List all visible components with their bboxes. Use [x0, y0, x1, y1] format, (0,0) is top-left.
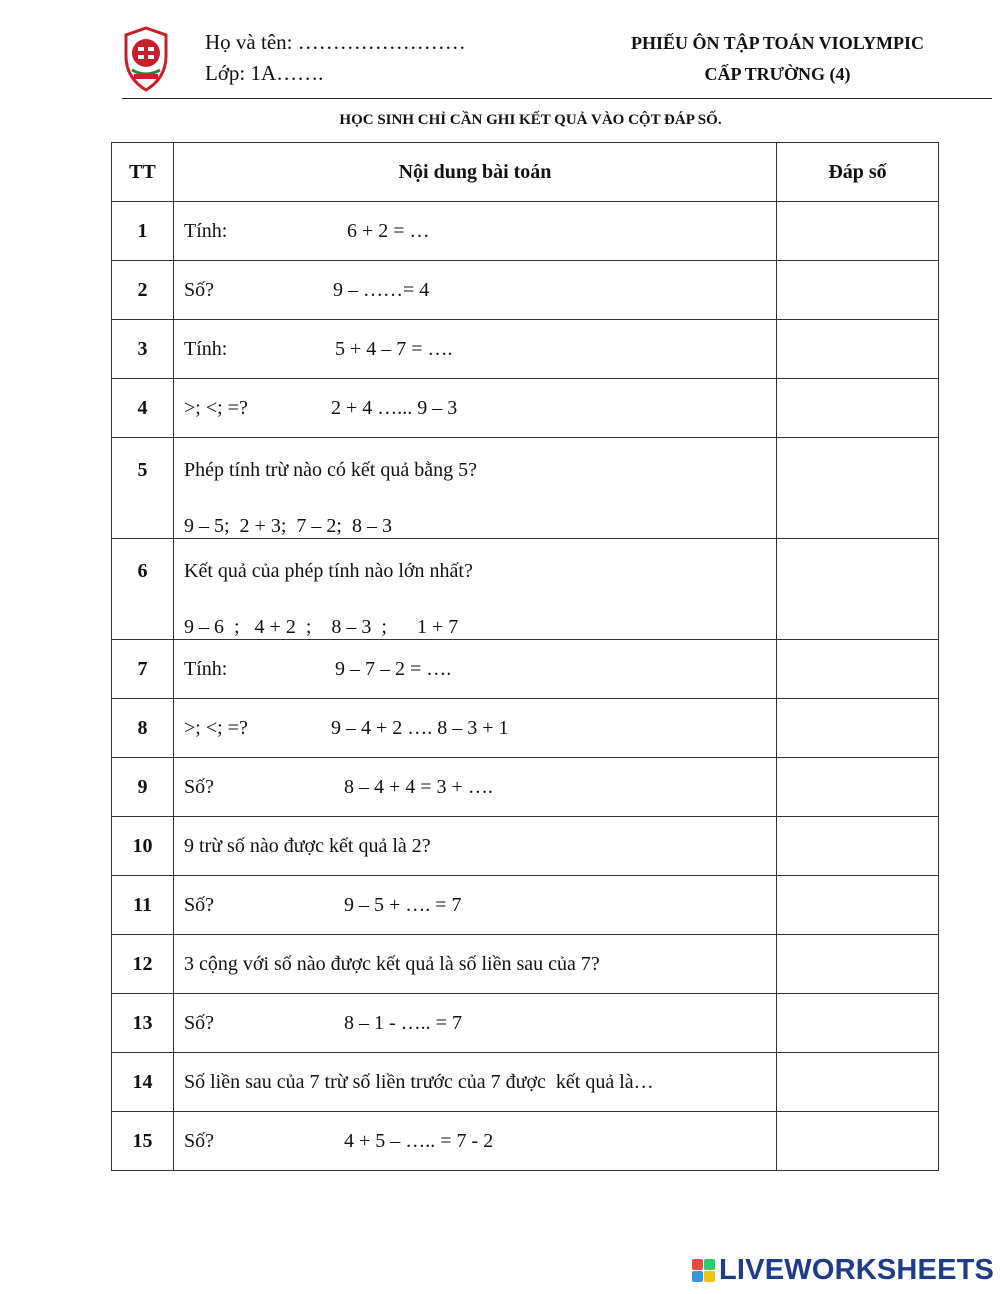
answer-cell[interactable] — [777, 438, 939, 539]
question-content — [174, 320, 777, 379]
table-row — [112, 817, 939, 876]
answer-cell[interactable] — [777, 320, 939, 379]
question-content — [174, 699, 777, 758]
question-content — [174, 438, 777, 539]
answer-cell[interactable] — [777, 539, 939, 640]
answer-cell[interactable] — [777, 1112, 939, 1171]
header-tt: TT — [112, 143, 174, 202]
header-divider — [122, 98, 992, 99]
question-label: Số liền sau của 7 trừ số liền trước của 7 được kết quả là… — [184, 1070, 654, 1093]
answer-cell[interactable] — [777, 202, 939, 261]
row-number: 7 — [112, 640, 174, 699]
question-expression: 5 + 4 – 7 = …. — [335, 337, 453, 360]
question-label: Số? — [184, 1129, 214, 1152]
answer-cell[interactable] — [777, 994, 939, 1053]
question-content — [174, 935, 777, 994]
liveworksheets-brand[interactable] — [692, 1254, 994, 1287]
question-label: Tính: — [184, 337, 228, 360]
table-row — [112, 539, 939, 640]
question-expression: 9 – ……= 4 — [333, 278, 430, 301]
answer-cell[interactable] — [777, 379, 939, 438]
answer-cell[interactable] — [777, 261, 939, 320]
table-row — [112, 699, 939, 758]
row-number: 4 — [112, 379, 174, 438]
question-table — [111, 142, 939, 1171]
answer-cell[interactable] — [777, 640, 939, 699]
row-number: 6 — [112, 539, 174, 640]
question-label: Phép tính trừ nào có kết quả bằng 5? — [184, 459, 477, 481]
question-label: Số? — [184, 893, 214, 916]
table-row — [112, 640, 939, 699]
question-expression: 9 – 4 + 2 …. 8 – 3 + 1 — [331, 716, 509, 739]
row-number: 13 — [112, 994, 174, 1053]
table-row — [112, 1112, 939, 1171]
header-content: Nội dung bài toán — [174, 143, 777, 202]
question-label: Kết quả của phép tính nào lớn nhất? — [184, 560, 473, 582]
table-row — [112, 758, 939, 817]
question-label: >; <; =? — [184, 396, 248, 419]
question-content — [174, 758, 777, 817]
question-content — [174, 379, 777, 438]
question-content — [174, 994, 777, 1053]
question-expression: 9 – 5; 2 + 3; 7 – 2; 8 – 3 — [184, 515, 392, 537]
row-number: 1 — [112, 202, 174, 261]
table-row — [112, 994, 939, 1053]
row-number: 2 — [112, 261, 174, 320]
row-number: 15 — [112, 1112, 174, 1171]
question-label: 3 cộng với số nào được kết quả là số liền sau của 7? — [184, 952, 600, 975]
question-label: 9 trừ số nào được kết quả là 2? — [184, 834, 431, 857]
question-label: Tính: — [184, 219, 228, 242]
table-row — [112, 202, 939, 261]
row-number: 11 — [112, 876, 174, 935]
question-expression: 8 – 1 - ….. = 7 — [344, 1011, 462, 1034]
question-content — [174, 1112, 777, 1171]
header-answer: Đáp số — [777, 143, 939, 202]
row-number: 10 — [112, 817, 174, 876]
question-label: Số? — [184, 1011, 214, 1034]
table-row — [112, 1053, 939, 1112]
question-content — [174, 539, 777, 640]
answer-cell[interactable] — [777, 935, 939, 994]
name-line: Họ và tên: …………………… — [205, 30, 466, 54]
title-line-1: PHIẾU ÔN TẬP TOÁN VIOLYMPIC — [630, 33, 925, 53]
instruction: HỌC SINH CHỈ CẦN GHI KẾT QUẢ VÀO CỘT ĐÁP SỐ. — [339, 112, 722, 128]
table-row — [112, 261, 939, 320]
answer-cell[interactable] — [777, 699, 939, 758]
question-expression: 9 – 6 ; 4 + 2 ; 8 – 3 ; 1 + 7 — [184, 616, 459, 638]
row-number: 12 — [112, 935, 174, 994]
row-number: 8 — [112, 699, 174, 758]
answer-cell[interactable] — [777, 1053, 939, 1112]
question-expression: 8 – 4 + 4 = 3 + …. — [344, 775, 493, 798]
question-label: Số? — [184, 278, 214, 301]
brand-text: LIVEWORKSHEETS — [719, 1254, 995, 1286]
liveworksheets-logo-icon — [692, 1259, 715, 1282]
question-label: >; <; =? — [184, 716, 248, 739]
table-row — [112, 876, 939, 935]
question-expression: 9 – 5 + …. = 7 — [344, 893, 462, 916]
title-line-2: CẤP TRƯỜNG (4) — [704, 64, 851, 84]
question-content — [174, 640, 777, 699]
question-content — [174, 202, 777, 261]
student-info — [205, 27, 466, 89]
question-expression: 4 + 5 – ….. = 7 - 2 — [344, 1129, 494, 1152]
question-label: Số? — [184, 775, 214, 798]
question-content — [174, 1053, 777, 1112]
row-number: 14 — [112, 1053, 174, 1112]
table-row — [112, 320, 939, 379]
table-row — [112, 935, 939, 994]
question-expression: 2 + 4 …... 9 – 3 — [331, 396, 458, 419]
row-number: 3 — [112, 320, 174, 379]
answer-cell[interactable] — [777, 876, 939, 935]
question-content — [174, 817, 777, 876]
worksheet-title — [580, 28, 975, 90]
question-expression: 6 + 2 = … — [347, 219, 430, 242]
school-emblem-icon — [121, 26, 171, 92]
question-content — [174, 876, 777, 935]
row-number: 9 — [112, 758, 174, 817]
question-label: Tính: — [184, 657, 228, 680]
table-row — [112, 438, 939, 539]
question-expression: 9 – 7 – 2 = …. — [335, 657, 452, 680]
table-row — [112, 379, 939, 438]
class-line: Lớp: 1A……. — [205, 61, 324, 85]
answer-cell[interactable] — [777, 817, 939, 876]
row-number: 5 — [112, 438, 174, 539]
question-content — [174, 261, 777, 320]
answer-cell[interactable] — [777, 758, 939, 817]
table-header-row — [112, 143, 939, 202]
